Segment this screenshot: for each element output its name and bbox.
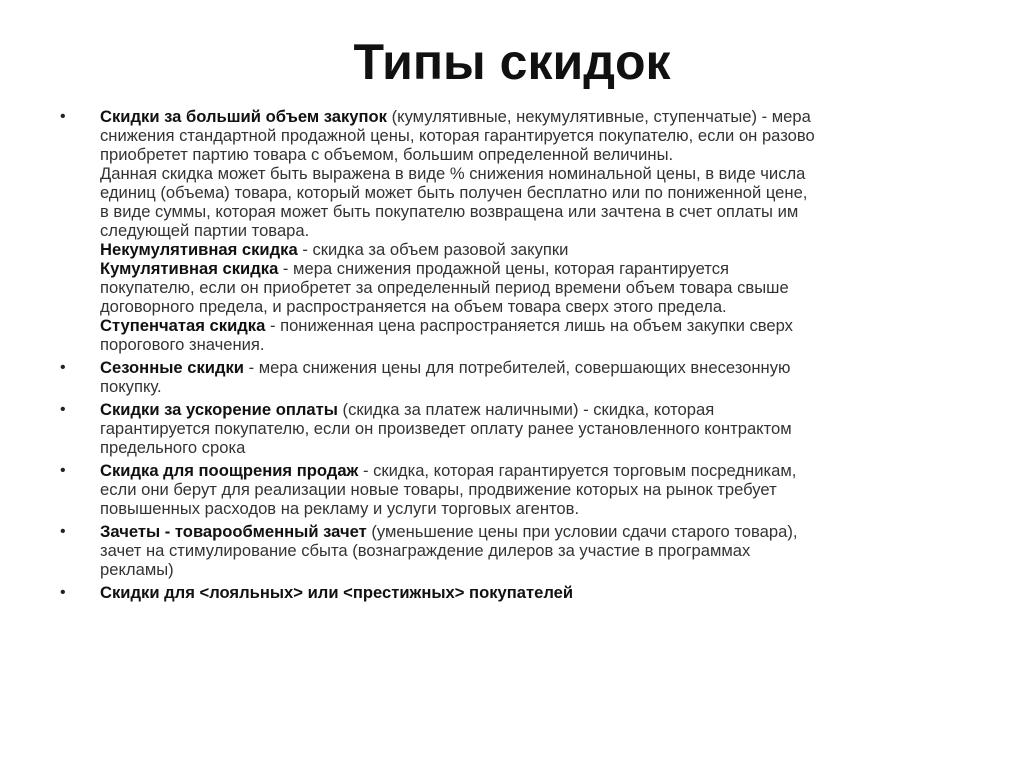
text-line bbox=[100, 377, 960, 396]
list-item-text bbox=[100, 583, 960, 602]
line-text: (скидка за платеж наличными) - скидка, которая bbox=[337, 400, 715, 419]
bold-term: Скидки за ускорение оплаты bbox=[100, 400, 338, 419]
text-line bbox=[100, 297, 960, 316]
text-line bbox=[100, 164, 960, 183]
text-line bbox=[100, 278, 960, 297]
line-text: зачет на стимулирование сбыта (вознаграждение дилеров за участие в программах bbox=[100, 541, 751, 560]
text-line bbox=[100, 419, 960, 438]
bold-term: Скидки для <лояльных> или <престижных> покупателей bbox=[100, 583, 574, 602]
line-text: - скидка за объем разовой закупки bbox=[297, 240, 569, 259]
discount-types-list bbox=[60, 107, 960, 602]
line-text: Данная скидка может быть выражена в виде % снижения номинальной цены, в виде числа bbox=[100, 164, 806, 183]
text-line bbox=[100, 107, 960, 126]
text-line bbox=[100, 145, 960, 164]
line-text: порогового значения. bbox=[100, 335, 265, 354]
bold-term: Скидки за больший объем закупок bbox=[100, 107, 387, 126]
bold-term: Кумулятивная скидка bbox=[100, 259, 279, 278]
line-text: единиц (объема) товара, который может быть получен бесплатно или по пониженной цене, bbox=[100, 183, 808, 202]
line-text: покупку. bbox=[100, 377, 162, 396]
line-text: - мера снижения цены для потребителей, совершающих внесезонную bbox=[244, 358, 791, 377]
list-item bbox=[60, 400, 960, 457]
line-text: рекламы) bbox=[100, 560, 174, 579]
line-text: - мера снижения продажной цены, которая гарантируется bbox=[278, 259, 730, 278]
text-line bbox=[100, 400, 960, 419]
line-text: (кумулятивные, некумулятивные, ступенчатые) - мера bbox=[386, 107, 811, 126]
text-line bbox=[100, 126, 960, 145]
bullet-icon: • bbox=[60, 359, 66, 376]
list-item-text bbox=[100, 358, 960, 396]
list-item bbox=[60, 522, 960, 579]
bold-term: Сезонные скидки bbox=[100, 358, 245, 377]
line-text: следующей партии товара. bbox=[100, 221, 310, 240]
text-line bbox=[100, 183, 960, 202]
bold-term: Зачеты - товарообменный зачет bbox=[100, 522, 367, 541]
list-item bbox=[60, 107, 960, 354]
text-line bbox=[100, 316, 960, 335]
bullet-icon: • bbox=[60, 584, 66, 601]
text-line bbox=[100, 358, 960, 377]
bullet-icon: • bbox=[60, 523, 66, 540]
line-text: предельного срока bbox=[100, 438, 246, 457]
slide-title: Типы скидок bbox=[353, 34, 671, 90]
bold-term: Некумулятивная скидка bbox=[100, 240, 298, 259]
line-text: снижения стандартной продажной цены, которая гарантируется покупателю, если он разово bbox=[100, 126, 815, 145]
list-item bbox=[60, 358, 960, 396]
list-item-text bbox=[100, 400, 960, 457]
text-line bbox=[100, 438, 960, 457]
bold-term: Ступенчатая скидка bbox=[100, 316, 266, 335]
list-item bbox=[60, 583, 960, 602]
line-text: в виде суммы, которая может быть покупателю возвращена или зачтена в счет оплаты им bbox=[100, 202, 799, 221]
line-text: - скидка, которая гарантируется торговым посредникам, bbox=[358, 461, 797, 480]
bullet-icon: • bbox=[60, 401, 66, 418]
bullet-icon: • bbox=[60, 108, 66, 125]
text-line bbox=[100, 541, 960, 560]
text-line bbox=[100, 240, 960, 259]
line-text: гарантируется покупателю, если он произведет оплату ранее установленного контрактом bbox=[100, 419, 792, 438]
text-line bbox=[100, 560, 960, 579]
list-item bbox=[60, 461, 960, 518]
list-item-text bbox=[100, 107, 960, 354]
text-line bbox=[100, 461, 960, 480]
line-text: (уменьшение цены при условии сдачи старого товара), bbox=[366, 522, 798, 541]
text-line bbox=[100, 583, 960, 602]
line-text: приобретет партию товара с объемом, большим определенной величины. bbox=[100, 145, 674, 164]
list-item-text bbox=[100, 461, 960, 518]
text-line bbox=[100, 259, 960, 278]
line-text: покупателю, если он приобретет за определенный период времени объем товара свыше bbox=[100, 278, 789, 297]
line-text: - пониженная цена распространяется лишь на объем закупки сверх bbox=[265, 316, 793, 335]
text-line bbox=[100, 499, 960, 518]
text-line bbox=[100, 221, 960, 240]
line-text: повышенных расходов на рекламу и услуги торговых агентов. bbox=[100, 499, 580, 518]
list-item-text bbox=[100, 522, 960, 579]
line-text: договорного предела, и распространяется на объем товара сверх этого предела. bbox=[100, 297, 727, 316]
text-line bbox=[100, 480, 960, 499]
text-line bbox=[100, 202, 960, 221]
text-line bbox=[100, 522, 960, 541]
text-line bbox=[100, 335, 960, 354]
bold-term: Скидка для поощрения продаж bbox=[100, 461, 359, 480]
line-text: если они берут для реализации новые товары, продвижение которых на рынок требует bbox=[100, 480, 777, 499]
bullet-icon: • bbox=[60, 462, 66, 479]
